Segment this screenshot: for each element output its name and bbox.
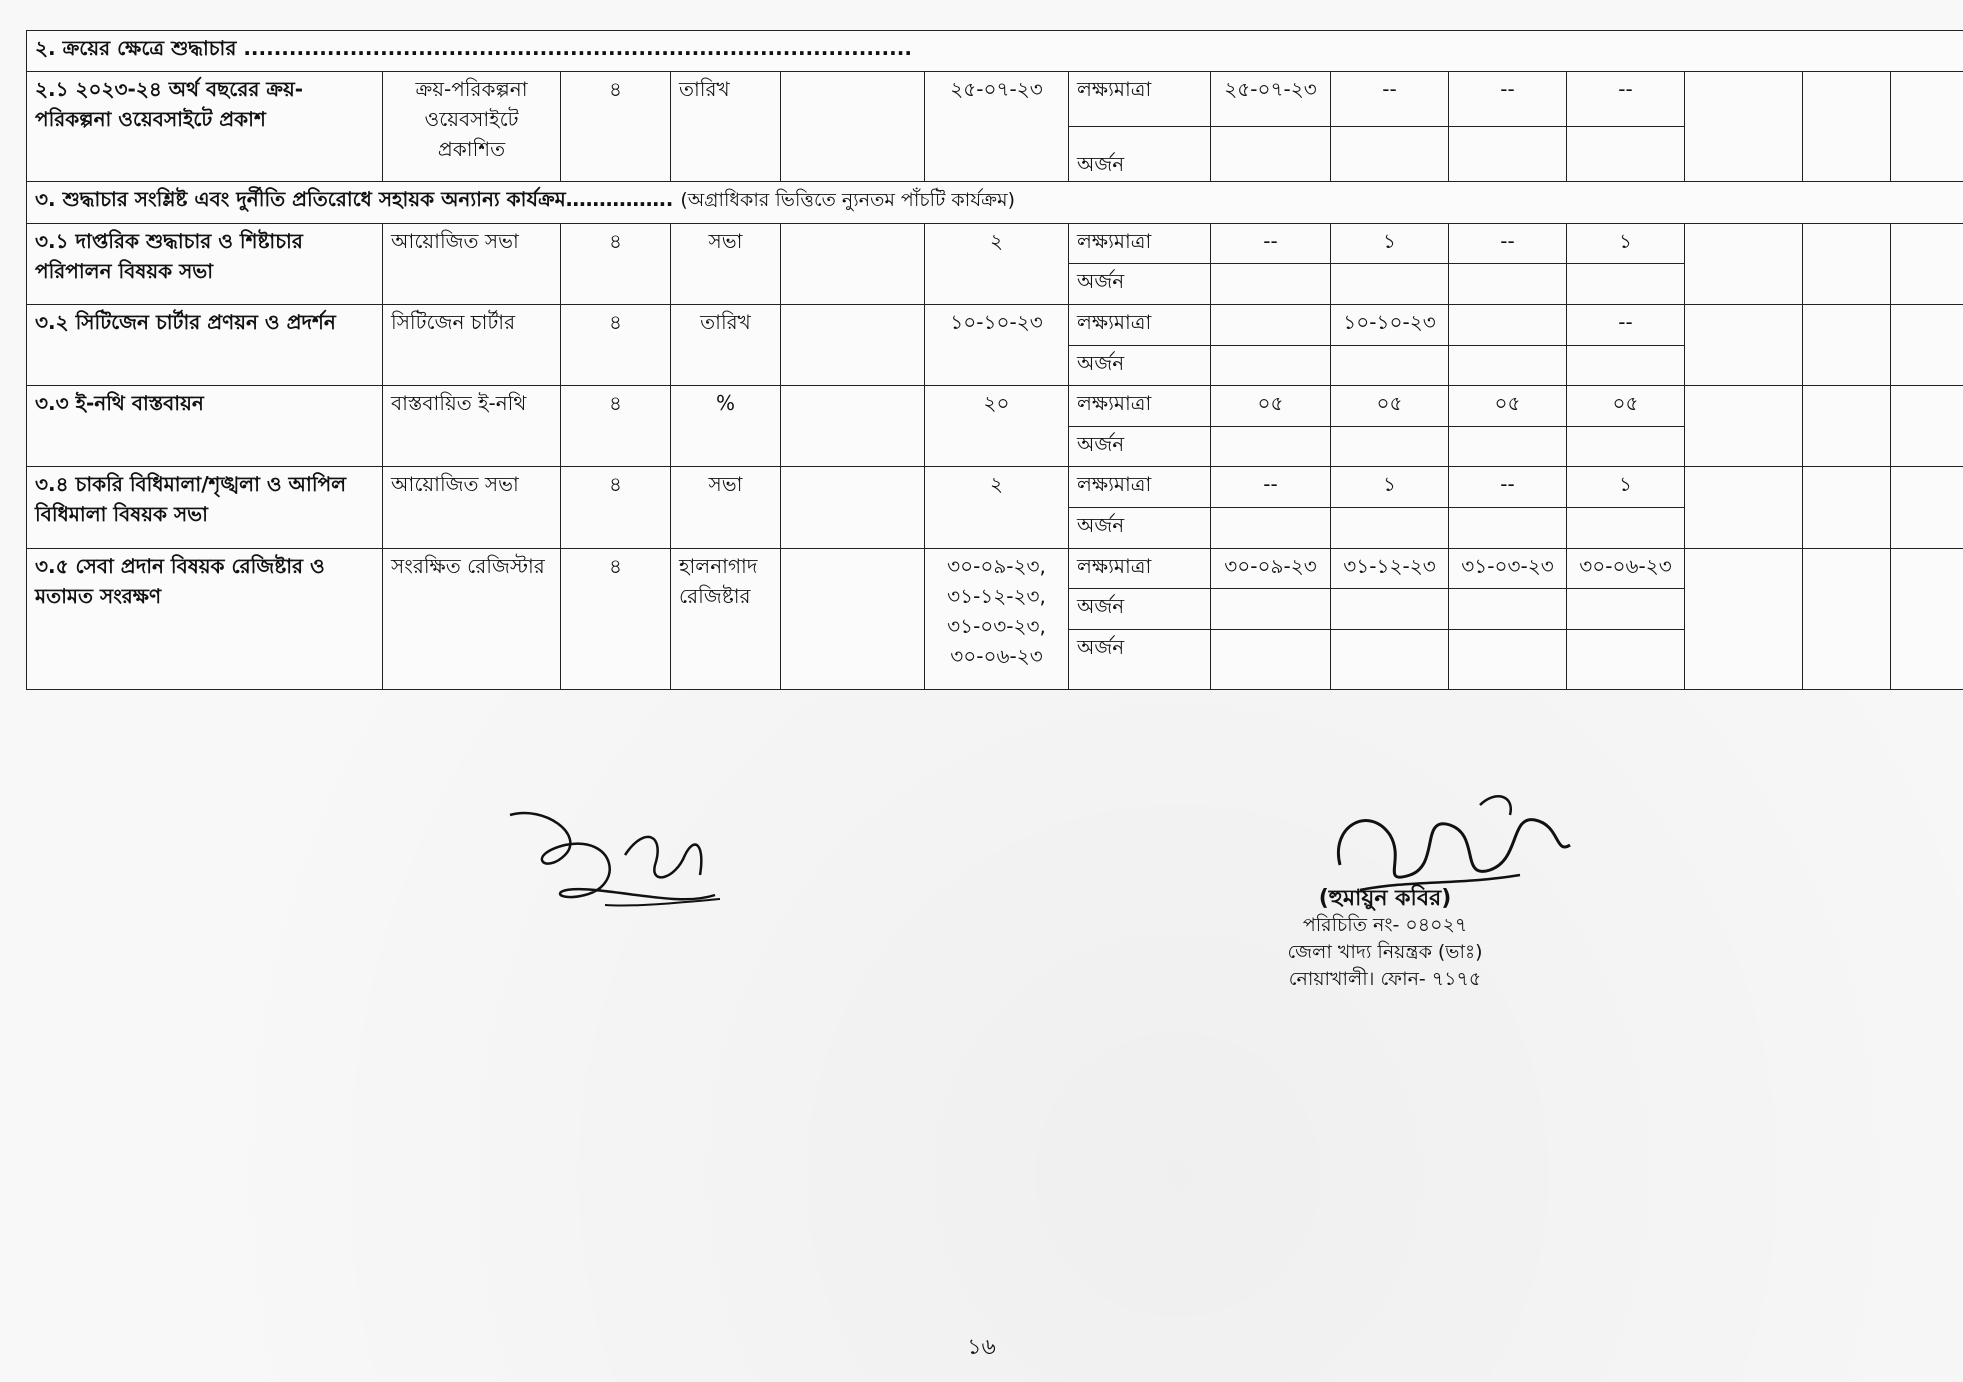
indicator-cell: আয়োজিত সভা	[383, 467, 561, 548]
q3-cell	[1449, 304, 1567, 345]
empty-cell	[1449, 630, 1567, 690]
empty-cell	[1331, 345, 1449, 386]
empty-cell	[1685, 223, 1803, 304]
empty-cell	[1803, 304, 1891, 385]
signatory-location: নোয়াখালী। ফোন- ৭১৭৫	[1288, 968, 1482, 990]
empty-cell	[1567, 264, 1685, 305]
weight-cell: ৪	[561, 386, 671, 467]
achieve-label: অর্জন	[1069, 630, 1211, 690]
empty-cell	[1567, 589, 1685, 630]
q4-cell: ১	[1567, 223, 1685, 264]
q4-cell: --	[1567, 304, 1685, 345]
unit-cell: তারিখ	[671, 304, 781, 385]
signature-scribble-left	[505, 795, 735, 925]
target-label: লক্ষ্যমাত্রা	[1069, 548, 1211, 589]
target-label: লক্ষ্যমাত্রা	[1069, 71, 1211, 126]
responsible-cell	[781, 71, 925, 181]
achieve-label: অর্জন	[1069, 426, 1211, 467]
q4-cell: ১	[1567, 467, 1685, 508]
weight-cell: ৪	[561, 548, 671, 689]
table-row	[27, 304, 1963, 345]
achieve-label: অর্জন	[1069, 589, 1211, 630]
target-cell: ২৫-০৭-২৩	[925, 71, 1069, 181]
activity-cell: ৩.৪ চাকরি বিধিমালা/শৃঙ্খলা ও আপিল বিধিমালা বিষয়ক সভা	[27, 467, 383, 548]
q3-cell: ৩১-০৩-২৩	[1449, 548, 1567, 589]
q4-cell: ৩০-০৬-২৩	[1567, 548, 1685, 589]
signature-block	[1225, 885, 1545, 993]
weight-cell: ৪	[561, 223, 671, 304]
empty-cell	[1449, 508, 1567, 549]
achieve-label: অর্জন	[1069, 508, 1211, 549]
indicator-cell: সংরক্ষিত রেজিস্টার	[383, 548, 561, 689]
empty-cell	[1891, 304, 1963, 385]
q4-cell: --	[1567, 71, 1685, 126]
empty-cell	[1211, 630, 1331, 690]
q4-cell: ০৫	[1567, 386, 1685, 427]
section2-heading-row	[27, 31, 1963, 72]
responsible-cell	[781, 386, 925, 467]
activity-cell: ২.১ ২০২৩-২৪ অর্থ বছরের ক্রয়-পরিকল্পনা ওয়েবসাইটে প্রকাশ	[27, 71, 383, 181]
empty-cell	[1331, 508, 1449, 549]
q2-cell: ১০-১০-২৩	[1331, 304, 1449, 345]
indicator-cell: সিটিজেন চার্টার	[383, 304, 561, 385]
target-cell: ২০	[925, 386, 1069, 467]
empty-cell	[1331, 426, 1449, 467]
q2-cell: ১	[1331, 223, 1449, 264]
table-row	[27, 467, 1963, 508]
q2-cell: --	[1331, 71, 1449, 126]
weight-cell: ৪	[561, 467, 671, 548]
q1-cell: ০৫	[1211, 386, 1331, 427]
empty-cell	[1803, 467, 1891, 548]
empty-cell	[1211, 508, 1331, 549]
q3-cell: --	[1449, 223, 1567, 264]
target-label: লক্ষ্যমাত্রা	[1069, 223, 1211, 264]
table-row	[27, 71, 1963, 126]
section3-note: (অগ্রাধিকার ভিত্তিতে ন্যুনতম পাঁচটি কার্যক্রম)	[680, 188, 1016, 211]
q1-cell: ৩০-০৯-২৩	[1211, 548, 1331, 589]
empty-cell	[1803, 386, 1891, 467]
empty-cell	[1567, 345, 1685, 386]
activity-cell: ৩.৩ ই-নথি বাস্তবায়ন	[27, 386, 383, 467]
responsible-cell	[781, 467, 925, 548]
empty-cell	[1803, 548, 1891, 689]
empty-cell	[1331, 589, 1449, 630]
target-cell: ২	[925, 467, 1069, 548]
section2-heading: ২. ক্রয়ের ক্ষেত্রে শুদ্ধাচার ........................................................................................	[27, 31, 1963, 72]
target-label: লক্ষ্যমাত্রা	[1069, 304, 1211, 345]
empty-cell	[1211, 426, 1331, 467]
empty-cell	[1685, 386, 1803, 467]
signatory-id: পরিচিতি নং- ০৪০২৭	[1302, 914, 1468, 936]
empty-cell	[1685, 304, 1803, 385]
empty-cell	[1891, 71, 1963, 181]
empty-cell	[1567, 508, 1685, 549]
empty-cell	[1331, 264, 1449, 305]
empty-cell	[1685, 467, 1803, 548]
signatory-designation: জেলা খাদ্য নিয়ন্ত্রক (ভাঃ)	[1287, 941, 1483, 963]
section3-heading-row	[27, 181, 1963, 223]
target-cell: ৩০-০৯-২৩, ৩১-১২-২৩, ৩১-০৩-২৩, ৩০-০৬-২৩	[925, 548, 1069, 689]
empty-cell	[1449, 264, 1567, 305]
table-row	[27, 386, 1963, 427]
page-number: ১৬	[967, 1335, 996, 1360]
indicator-cell: ক্রয়-পরিকল্পনা ওয়েবসাইটে প্রকাশিত	[383, 71, 561, 181]
empty-cell	[1331, 126, 1449, 181]
empty-cell	[1567, 630, 1685, 690]
weight-cell: ৪	[561, 71, 671, 181]
empty-cell	[1685, 548, 1803, 689]
empty-cell	[1891, 467, 1963, 548]
indicator-cell: বাস্তবায়িত ই-নথি	[383, 386, 561, 467]
empty-cell	[1567, 426, 1685, 467]
responsible-cell	[781, 304, 925, 385]
empty-cell	[1211, 264, 1331, 305]
unit-cell: %	[671, 386, 781, 467]
q2-cell: ১	[1331, 467, 1449, 508]
section3-heading	[27, 181, 1963, 223]
table-row	[27, 223, 1963, 264]
q3-cell: ০৫	[1449, 386, 1567, 427]
target-cell: ২	[925, 223, 1069, 304]
empty-cell	[1803, 71, 1891, 181]
empty-cell	[1891, 386, 1963, 467]
achieve-label: অর্জন	[1069, 126, 1211, 181]
empty-cell	[1891, 548, 1963, 689]
target-label: লক্ষ্যমাত্রা	[1069, 467, 1211, 508]
target-cell: ১০-১০-২৩	[925, 304, 1069, 385]
empty-cell	[1449, 589, 1567, 630]
empty-cell	[1803, 223, 1891, 304]
signatory-name: (হুমায়ুন কবির)	[1318, 886, 1452, 911]
activity-cell: ৩.১ দাপ্তরিক শুদ্ধাচার ও শিষ্টাচার পরিপালন বিষয়ক সভা	[27, 223, 383, 304]
q3-cell: --	[1449, 467, 1567, 508]
empty-cell	[1211, 126, 1331, 181]
q1-cell	[1211, 304, 1331, 345]
q2-cell: ৩১-১২-২৩	[1331, 548, 1449, 589]
activity-cell: ৩.২ সিটিজেন চার্টার প্রণয়ন ও প্রদর্শন	[27, 304, 383, 385]
unit-cell: সভা	[671, 467, 781, 548]
empty-cell	[1331, 630, 1449, 690]
empty-cell	[1891, 223, 1963, 304]
table-row	[27, 548, 1963, 589]
weight-cell: ৪	[561, 304, 671, 385]
empty-cell	[1449, 345, 1567, 386]
q1-cell: --	[1211, 223, 1331, 264]
empty-cell	[1449, 426, 1567, 467]
q2-cell: ০৫	[1331, 386, 1449, 427]
achieve-label: অর্জন	[1069, 264, 1211, 305]
q3-cell: --	[1449, 71, 1567, 126]
activity-cell: ৩.৫ সেবা প্রদান বিষয়ক রেজিষ্টার ও মতামত সংরক্ষণ	[27, 548, 383, 689]
empty-cell	[1211, 345, 1331, 386]
section3-heading-text: ৩. শুদ্ধাচার সংশ্লিষ্ট এবং দুর্নীতি প্রতিরোধে সহায়ক অন্যান্য কার্যক্রম…………….	[35, 186, 674, 211]
unit-cell: সভা	[671, 223, 781, 304]
unit-cell: তারিখ	[671, 71, 781, 181]
achieve-label: অর্জন	[1069, 345, 1211, 386]
empty-cell	[1211, 589, 1331, 630]
empty-cell	[1449, 126, 1567, 181]
responsible-cell	[781, 548, 925, 689]
indicator-cell: আয়োজিত সভা	[383, 223, 561, 304]
empty-cell	[1685, 71, 1803, 181]
unit-cell: হালনাগাদ রেজিষ্টার	[671, 548, 781, 689]
target-label: লক্ষ্যমাত্রা	[1069, 386, 1211, 427]
q1-cell: ২৫-০৭-২৩	[1211, 71, 1331, 126]
responsible-cell	[781, 223, 925, 304]
q1-cell: --	[1211, 467, 1331, 508]
apa-table	[26, 30, 1963, 690]
empty-cell	[1567, 126, 1685, 181]
